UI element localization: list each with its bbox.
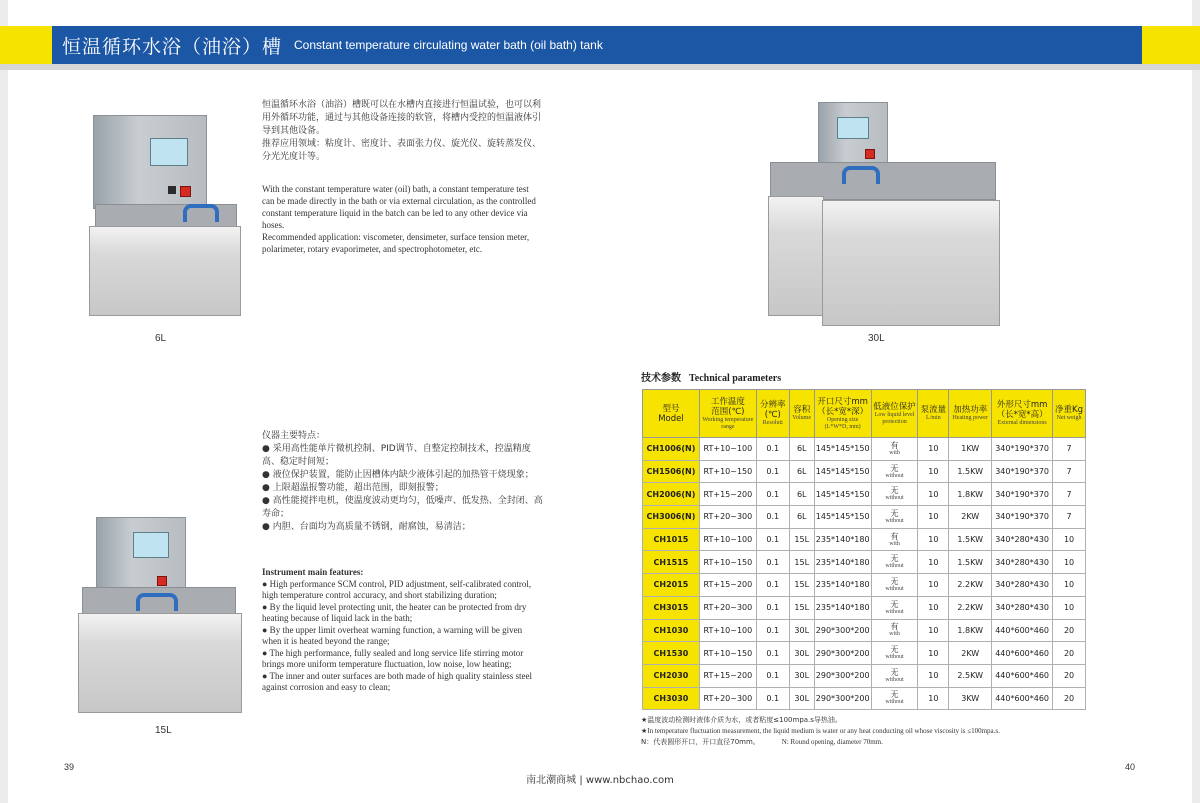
cell-vol: 15L — [789, 574, 814, 597]
cell-range: RT+15~200 — [699, 483, 756, 506]
cell-open: 145*145*150 — [814, 460, 871, 483]
cell-model: CH3006(N) — [643, 506, 700, 529]
cell-protection — [871, 596, 918, 619]
cell-protection-cn: 有 — [890, 440, 899, 450]
cell-res: 0.1 — [756, 483, 789, 506]
intro-en-line: hoses. — [262, 220, 285, 230]
cell-range: RT+20~300 — [699, 596, 756, 619]
cell-res: 0.1 — [756, 460, 789, 483]
cell-range: RT+20~300 — [699, 506, 756, 529]
col-header-cn2: Model — [658, 413, 684, 424]
tank-body — [78, 613, 242, 713]
cell-model: CH3015 — [643, 596, 700, 619]
col-header-cn: 外形尺寸mm — [996, 400, 1048, 410]
cell-protection — [871, 460, 918, 483]
cell-flow: 10 — [918, 574, 949, 597]
cell-power: 1.5KW — [949, 551, 992, 574]
cell-flow: 10 — [918, 438, 949, 461]
cell-open: 235*140*180 — [814, 574, 871, 597]
cell-dims: 340*190*370 — [992, 438, 1053, 461]
title-banner — [52, 26, 1142, 64]
power-switch — [180, 186, 191, 197]
intro-en — [262, 183, 582, 255]
cell-range: RT+20~300 — [699, 687, 756, 710]
features-en-line: against corrosion and easy to clean; — [262, 682, 391, 692]
cell-dims: 340*190*370 — [992, 460, 1053, 483]
cell-open: 235*140*180 — [814, 528, 871, 551]
cell-power: 2.5KW — [949, 664, 992, 687]
table-row — [643, 460, 1086, 483]
cell-res: 0.1 — [756, 506, 789, 529]
features-en-line: brings more uniform temperature fluctuation, low noise, low heating; — [262, 659, 512, 669]
cell-power: 1.5KW — [949, 528, 992, 551]
cell-vol: 15L — [789, 551, 814, 574]
features-en-line: ● The high performance, fully sealed and long service life stirring motor — [262, 647, 524, 658]
cell-weight: 7 — [1053, 483, 1086, 506]
cell-protection — [871, 483, 918, 506]
cell-model: CH3030 — [643, 687, 700, 710]
cell-model: CH1006(N) — [643, 438, 700, 461]
features-cn-line: ● 上限超温报警功能，超出范围，即刻报警； — [262, 483, 444, 493]
col-header-cn: 开口尺寸mm — [817, 396, 868, 407]
cell-dims: 340*280*430 — [992, 528, 1053, 551]
table-row — [643, 438, 1086, 461]
cell-power: 1.8KW — [949, 619, 992, 642]
col-header — [814, 390, 871, 438]
cell-protection-en: without — [885, 495, 904, 502]
cell-protection-cn: 无 — [890, 667, 899, 677]
col-header — [643, 390, 700, 438]
features-en-line: ● By the liquid level protecting unit, the heater can be protected from dry — [262, 601, 527, 612]
table-notes — [641, 715, 1000, 748]
cell-flow: 10 — [918, 528, 949, 551]
cell-protection-en: without — [885, 608, 904, 615]
cell-dims: 440*600*460 — [992, 642, 1053, 665]
table-row — [643, 528, 1086, 551]
cell-power: 1.5KW — [949, 460, 992, 483]
cell-res: 0.1 — [756, 596, 789, 619]
col-header — [699, 390, 756, 438]
tank-body — [89, 226, 241, 316]
cell-model: CH1030 — [643, 619, 700, 642]
cell-dims: 340*280*430 — [992, 551, 1053, 574]
cell-vol: 6L — [789, 506, 814, 529]
table-header-row — [643, 390, 1086, 438]
cell-power: 2KW — [949, 506, 992, 529]
cell-weight: 20 — [1053, 687, 1086, 710]
table-row — [643, 619, 1086, 642]
cell-protection — [871, 506, 918, 529]
cell-res: 0.1 — [756, 528, 789, 551]
col-header-cn2: （长*宽*高） — [996, 410, 1048, 420]
cell-weight: 20 — [1053, 664, 1086, 687]
cell-protection-en: without — [885, 699, 904, 706]
cell-open: 145*145*150 — [814, 438, 871, 461]
photo-label-30l: 30L — [868, 333, 885, 344]
cell-weight: 7 — [1053, 460, 1086, 483]
cell-vol: 15L — [789, 596, 814, 619]
cell-protection-en: without — [885, 563, 904, 570]
tank-handle — [183, 204, 219, 222]
col-header-en: Resoluti — [762, 420, 783, 426]
features-en-line: ● The inner and outer surfaces are both made of high quality stainless steel — [262, 670, 532, 681]
controller-head — [93, 115, 207, 209]
cell-flow: 10 — [918, 483, 949, 506]
cell-vol: 6L — [789, 483, 814, 506]
cell-model: CH1015 — [643, 528, 700, 551]
tech-section-title — [641, 369, 781, 384]
intro-en-line: constant temperature liquid in the batch can be led to any other device via — [262, 208, 528, 218]
cell-weight: 10 — [1053, 528, 1086, 551]
cell-range: RT+15~200 — [699, 664, 756, 687]
cell-open: 290*300*200 — [814, 642, 871, 665]
cell-protection-cn: 有 — [890, 622, 899, 632]
note-opening-cn: N：代表圆形开口，开口直径70mm。 — [641, 738, 760, 746]
cell-dims: 440*600*460 — [992, 664, 1053, 687]
col-header — [949, 390, 992, 438]
col-header-cn2: （长*宽*深） — [817, 406, 869, 417]
features-cn-line: ● 内胆、台面均为高质量不锈钢，耐腐蚀，易清洁； — [262, 522, 471, 532]
col-header-cn: 分辨率 — [760, 400, 786, 410]
tank-handle — [842, 166, 880, 184]
intro-cn-line: 用外循环功能，通过与其他设备连接的软管，将槽内受控的恒温液体引 — [262, 113, 542, 123]
cell-protection-cn: 无 — [890, 508, 899, 518]
cell-model: CH2030 — [643, 664, 700, 687]
banner-accent-right — [1142, 26, 1200, 64]
table-row — [643, 551, 1086, 574]
cell-power: 3KW — [949, 687, 992, 710]
cell-protection-cn: 无 — [890, 690, 899, 700]
footer-site: 南北潮商城 | www.nbchao.com — [526, 775, 674, 786]
table-row — [643, 596, 1086, 619]
table-row — [643, 574, 1086, 597]
col-header — [918, 390, 949, 438]
intro-cn-line: 恒温循环水浴（油浴）槽既可以在水槽内直接进行恒温试验，也可以利 — [262, 100, 542, 110]
intro-cn — [262, 99, 582, 164]
cell-open: 235*140*180 — [814, 551, 871, 574]
cell-power: 1KW — [949, 438, 992, 461]
page-title-cn: 恒温循环水浴（油浴）槽 — [62, 35, 283, 58]
controller-head — [818, 102, 888, 170]
cell-weight: 10 — [1053, 596, 1086, 619]
product-photo-30l — [768, 92, 1000, 327]
intro-en-line: Recommended application: viscometer, densimeter, surface tension meter, — [262, 232, 530, 242]
intro-cn-line: 分光光度计等。 — [262, 152, 326, 162]
cell-weight: 7 — [1053, 506, 1086, 529]
spec-table — [642, 389, 1086, 710]
cell-weight: 10 — [1053, 551, 1086, 574]
cell-protection-cn: 无 — [890, 576, 899, 586]
cell-protection — [871, 642, 918, 665]
table-row — [643, 483, 1086, 506]
cell-open: 235*140*180 — [814, 596, 871, 619]
cell-dims: 440*600*460 — [992, 619, 1053, 642]
col-header-en: Net weigh — [1056, 415, 1082, 421]
intro-en-line: polarimeter, rotary evaporimeter, and spectrophotometer, etc. — [262, 244, 483, 254]
page-number-right: 40 — [1125, 762, 1136, 772]
cell-dims: 340*280*430 — [992, 596, 1053, 619]
features-en-line: ● High performance SCM control, PID adjustment, self-calibrated control, — [262, 578, 532, 589]
cell-vol: 30L — [789, 642, 814, 665]
cell-flow: 10 — [918, 506, 949, 529]
cell-vol: 30L — [789, 687, 814, 710]
banner-accent-left — [0, 26, 52, 64]
col-header-en: L/min — [926, 415, 941, 421]
cell-res: 0.1 — [756, 551, 789, 574]
note-cn: ★温度波动检测时液体介质为水，或者粘度≤100mpa.s导热油。 — [641, 716, 842, 724]
lcd-display — [150, 138, 188, 166]
cell-protection-en: with — [889, 449, 900, 456]
intro-cn-line: 推荐应用领域：粘度计、密度计、表面张力仪、旋光仪、旋转蒸发仪、 — [262, 139, 542, 149]
features-cn-line: 高、稳定时间短； — [262, 457, 335, 467]
cell-vol: 6L — [789, 460, 814, 483]
col-header-en: Low liquid level protection — [874, 411, 915, 425]
col-header — [1053, 390, 1086, 438]
col-header-cn: 泵流量 — [920, 405, 947, 415]
col-header-cn: 净重Kg — [1055, 405, 1084, 415]
cell-flow: 10 — [918, 551, 949, 574]
tech-title-cn: 技术参数 — [641, 373, 681, 384]
features-cn — [262, 430, 582, 534]
cell-range: RT+10~100 — [699, 619, 756, 642]
cell-protection — [871, 528, 918, 551]
banner-divider — [0, 64, 1200, 70]
cell-weight: 7 — [1053, 438, 1086, 461]
col-header-en: Heating power — [952, 415, 988, 421]
note-en: ★In temperature fluctuation measurement, the liquid medium is water or any heat conducting oil whose viscosity is ≤100mpa.s. — [641, 727, 1000, 735]
features-en-line: heating because of liquid lack in the bath; — [262, 613, 413, 623]
cell-open: 290*300*200 — [814, 664, 871, 687]
cell-model: CH1506(N) — [643, 460, 700, 483]
cell-open: 290*300*200 — [814, 619, 871, 642]
col-header-en: Working temperature range — [702, 416, 754, 430]
control-knob — [168, 186, 176, 194]
cell-protection-cn: 无 — [890, 599, 899, 609]
cell-flow: 10 — [918, 619, 949, 642]
power-switch — [865, 149, 875, 159]
product-photo-15l — [78, 505, 243, 715]
note-opening — [641, 737, 1000, 748]
cell-res: 0.1 — [756, 664, 789, 687]
product-photo-6l — [85, 100, 245, 315]
col-header — [756, 390, 789, 438]
features-en — [262, 567, 582, 694]
features-en-line: high temperature control accuracy, and short stabilizing duration; — [262, 590, 497, 600]
cell-protection-en: with — [889, 540, 900, 547]
cell-power: 1.8KW — [949, 483, 992, 506]
col-header-en: Volume — [792, 415, 811, 421]
cell-range: RT+15~200 — [699, 574, 756, 597]
cell-model: CH2015 — [643, 574, 700, 597]
page-title-en: Constant temperature circulating water bath (oil bath) tank — [294, 38, 603, 52]
table-row — [643, 642, 1086, 665]
cell-vol: 30L — [789, 619, 814, 642]
intro-cn-line: 导到其他设备。 — [262, 126, 326, 136]
col-header — [871, 390, 918, 438]
cell-range: RT+10~150 — [699, 460, 756, 483]
page-number-left: 39 — [64, 762, 75, 772]
cell-flow: 10 — [918, 687, 949, 710]
cell-protection — [871, 687, 918, 710]
col-header-cn: 工作温度 — [710, 396, 745, 407]
spec-table-body — [643, 438, 1086, 710]
col-header — [789, 390, 814, 438]
power-switch — [157, 576, 167, 586]
features-cn-line: ● 高性能搅拌电机，使温度波动更均匀，低噪声、低发热、全封闭、高 — [262, 496, 543, 506]
tank-body — [768, 196, 824, 316]
cell-dims: 340*190*370 — [992, 506, 1053, 529]
cell-flow: 10 — [918, 642, 949, 665]
cell-res: 0.1 — [756, 438, 789, 461]
col-header — [992, 390, 1053, 438]
cell-protection-cn: 无 — [890, 463, 899, 473]
cell-protection-en: without — [885, 472, 904, 479]
cell-range: RT+10~100 — [699, 438, 756, 461]
col-header-en: External dimensions — [997, 420, 1047, 426]
cell-res: 0.1 — [756, 642, 789, 665]
tank-handle — [136, 593, 178, 611]
features-en-title: Instrument main features: — [262, 567, 364, 577]
cell-open: 145*145*150 — [814, 506, 871, 529]
intro-en-line: can be made directly in the bath or via external circulation, as the controlled — [262, 196, 536, 206]
cell-protection-en: without — [885, 676, 904, 683]
cell-protection-en: without — [885, 517, 904, 524]
cell-protection-cn: 有 — [890, 531, 899, 541]
photo-label-15l: 15L — [155, 725, 172, 736]
col-header-cn: 加热功率 — [953, 405, 988, 415]
cell-protection-cn: 无 — [890, 554, 899, 564]
cell-flow: 10 — [918, 664, 949, 687]
features-cn-line: ● 液位保护装置，能防止因槽体内缺少液体引起的加热管干烧现象； — [262, 470, 534, 480]
cell-vol: 30L — [789, 664, 814, 687]
note-opening-en: N: Round opening, diameter 70mm. — [781, 738, 883, 746]
cell-protection-en: with — [889, 631, 900, 638]
cell-power: 2.2KW — [949, 596, 992, 619]
features-en-line: when it is heated beyond the range; — [262, 636, 390, 646]
cell-flow: 10 — [918, 596, 949, 619]
col-header-en: Opening size (L*W*D, mm) — [824, 416, 861, 430]
cell-protection — [871, 619, 918, 642]
cell-res: 0.1 — [756, 619, 789, 642]
cell-range: RT+10~150 — [699, 551, 756, 574]
tech-title-en: Technical parameters — [689, 373, 782, 384]
cell-protection-en: without — [885, 654, 904, 661]
features-en-line: ● By the upper limit overheat warning function, a warning will be given — [262, 624, 523, 635]
cell-res: 0.1 — [756, 687, 789, 710]
col-header-cn: 低液位保护 — [873, 401, 916, 412]
cell-open: 290*300*200 — [814, 687, 871, 710]
col-header-cn: 型号 — [662, 403, 680, 414]
table-row — [643, 664, 1086, 687]
cell-open: 145*145*150 — [814, 483, 871, 506]
cell-vol: 15L — [789, 528, 814, 551]
cell-protection-cn: 无 — [890, 486, 899, 496]
features-cn-line: 寿命； — [262, 509, 290, 519]
cell-protection-cn: 无 — [890, 645, 899, 655]
cell-dims: 340*190*370 — [992, 483, 1053, 506]
cell-range: RT+10~100 — [699, 528, 756, 551]
cell-res: 0.1 — [756, 574, 789, 597]
cell-protection — [871, 551, 918, 574]
cell-model: CH1530 — [643, 642, 700, 665]
features-cn-title: 仪器主要特点： — [262, 431, 326, 441]
col-header-cn2: 范围(℃) — [711, 406, 745, 417]
tank-front — [822, 200, 1000, 326]
photo-label-6l: 6L — [155, 333, 167, 344]
cell-model: CH2006(N) — [643, 483, 700, 506]
intro-en-line: With the constant temperature water (oil) bath, a constant temperature test — [262, 184, 529, 194]
cell-vol: 6L — [789, 438, 814, 461]
cell-protection — [871, 574, 918, 597]
cell-weight: 10 — [1053, 574, 1086, 597]
col-header-cn: 容积 — [793, 405, 811, 415]
features-cn-line: ● 采用高性能单片微机控制、PID调节、自整定控制技术，控温精度 — [262, 444, 531, 454]
table-row — [643, 687, 1086, 710]
col-header-cn2: (℃) — [764, 410, 781, 420]
cell-weight: 20 — [1053, 642, 1086, 665]
cell-flow: 10 — [918, 460, 949, 483]
cell-model: CH1515 — [643, 551, 700, 574]
lcd-display — [837, 117, 869, 139]
cell-dims: 440*600*460 — [992, 687, 1053, 710]
cell-power: 2.2KW — [949, 574, 992, 597]
cell-protection — [871, 664, 918, 687]
cell-power: 2KW — [949, 642, 992, 665]
tank-lid — [770, 162, 996, 200]
cell-dims: 340*280*430 — [992, 574, 1053, 597]
cell-weight: 20 — [1053, 619, 1086, 642]
cell-range: RT+10~150 — [699, 642, 756, 665]
table-row — [643, 506, 1086, 529]
cell-protection — [871, 438, 918, 461]
lcd-display — [133, 532, 169, 558]
cell-protection-en: without — [885, 585, 904, 592]
